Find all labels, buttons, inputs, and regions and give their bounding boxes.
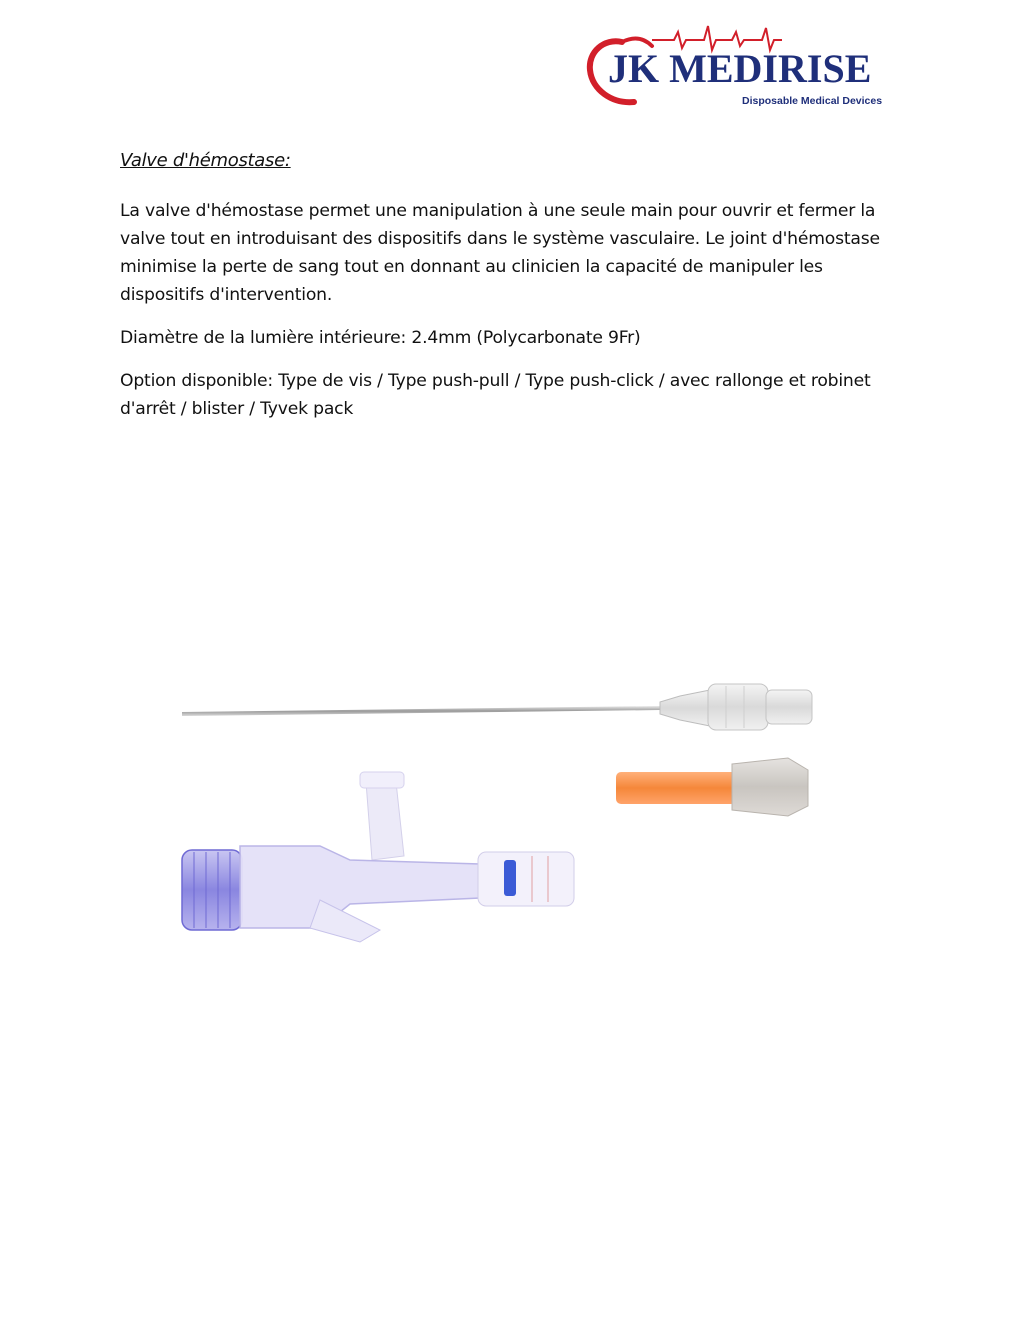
introducer-needle (182, 684, 812, 730)
product-photo (160, 660, 840, 980)
section-heading: Valve d'hémostase: (120, 150, 291, 171)
hemostasis-valve (182, 772, 574, 942)
document-body (120, 150, 910, 438)
options-paragraph: Option disponible: Type de vis / Type push-pull / Type push-click / avec rallonge et robinet d'arrêt / blister / Tyvek pack (120, 371, 871, 419)
logo-tagline: Disposable Medical Devices (742, 95, 883, 107)
lumen-diameter-paragraph: Diamètre de la lumière intérieure: 2.4mm (Polycarbonate 9Fr) (120, 328, 641, 348)
orange-cap (616, 758, 808, 816)
description-paragraph: La valve d'hémostase permet une manipulation à une seule main pour ouvrir et fermer la valve tout en introduisant des dispositifs dans le système vasculaire. Le joint d'hémostase minimise la perte de sang tout en donnant au clinicien la capacité de manipuler les dispositifs d'intervention. (120, 201, 880, 305)
logo-graphic (582, 18, 912, 110)
company-logo (582, 18, 912, 110)
logo-name: JK MEDIRISE (608, 46, 872, 91)
